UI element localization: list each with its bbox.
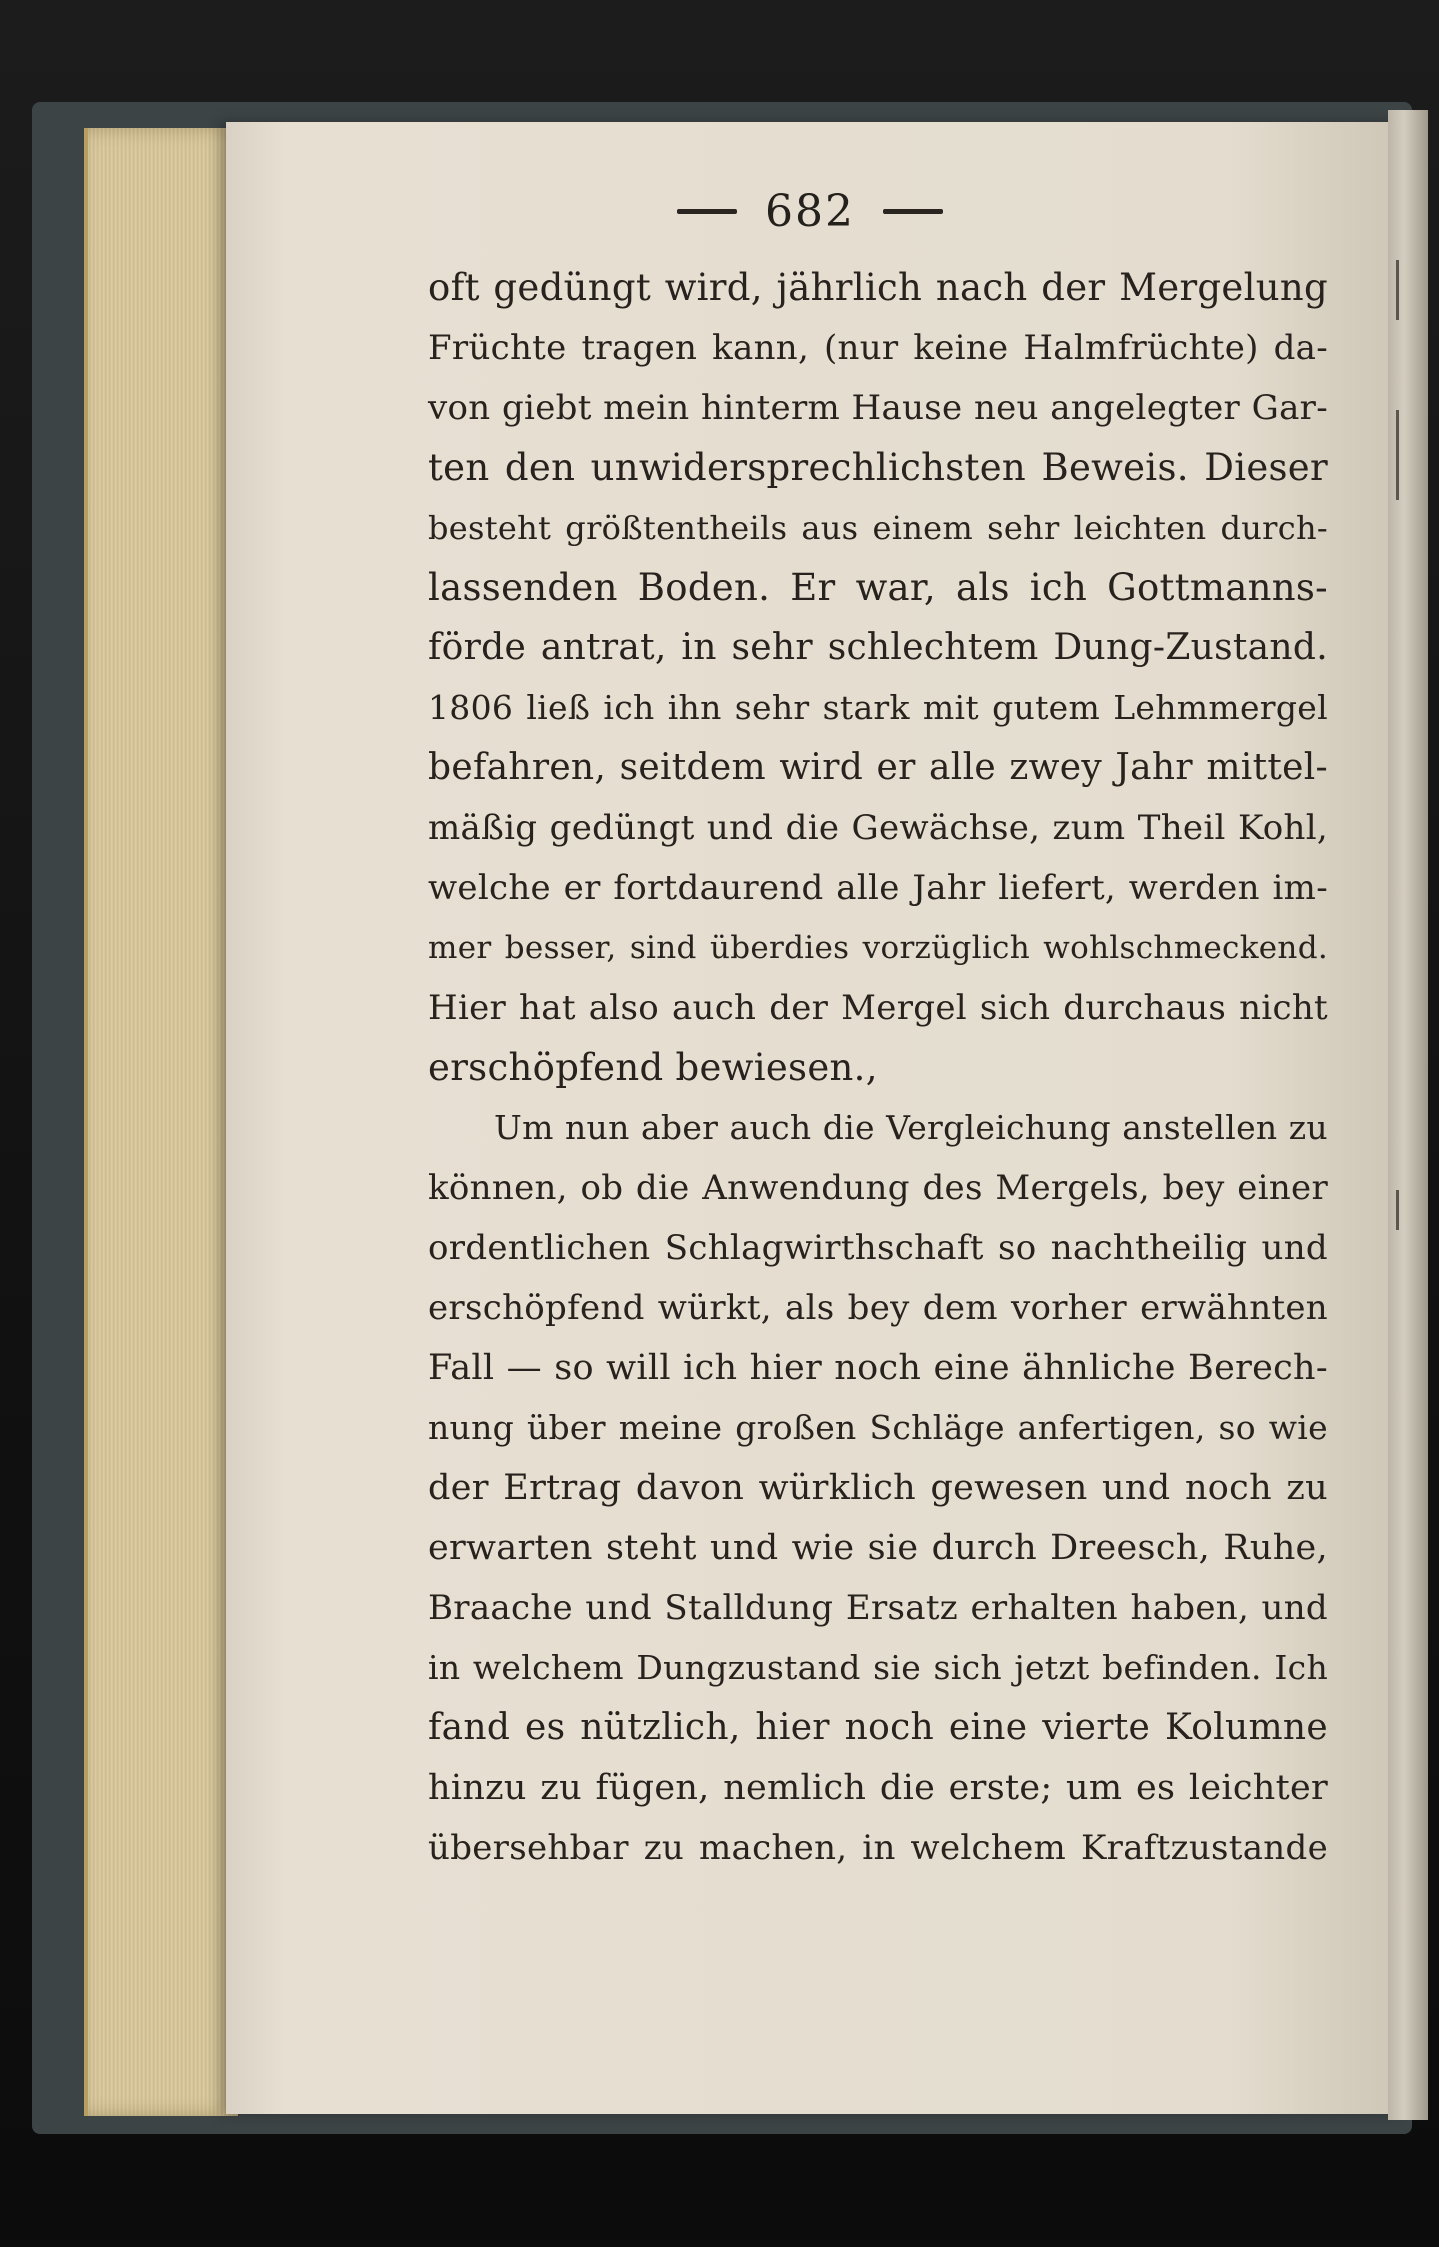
text-line: Braache und Stalldung Ersatz erhalten haben, und (428, 1588, 1328, 1628)
text-line: erschöpfend bewiesen., (428, 1046, 878, 1089)
text-line: übersehbar zu machen, in welchem Kraftzustande (428, 1828, 1328, 1868)
text-line: 1806 ließ ich ihn sehr stark mit gutem Lehmmergel (428, 688, 1328, 727)
text-line: mäßig gedüngt und die Gewächse, zum Theil Kohl, (428, 808, 1328, 848)
text-line: ordentlichen Schlagwirthschaft so nachtheilig und (428, 1228, 1328, 1268)
page-edges (84, 128, 238, 2116)
text-line: erschöpfend würkt, als bey dem vorher erwähnten (428, 1288, 1328, 1328)
next-page-edge (1388, 110, 1428, 2120)
text-line: mer besser, sind überdies vorzüglich wohlschmeckend. (428, 930, 1328, 966)
text-line: fand es nützlich, hier noch eine vierte Kolumne (428, 1707, 1328, 1748)
text-line: oft gedüngt wird, jährlich nach der Mergelung (428, 266, 1328, 309)
text-line: in welchem Dungzustand sie sich jetzt befinden. Ich (428, 1648, 1328, 1687)
edge-mark (1396, 410, 1399, 500)
text-line: nung über meine großen Schläge anfertigen, so wie (428, 1408, 1328, 1447)
text-line: von giebt mein hinterm Hause neu angelegter Gar- (428, 388, 1328, 428)
text-line: können, ob die Anwendung des Mergels, bey einer (428, 1168, 1328, 1208)
text-line: förde antrat, in sehr schlechtem Dung-Zustand. (428, 627, 1328, 668)
page-header (300, 176, 1320, 246)
text-line: Fall — so will ich hier noch eine ähnliche Berech- (428, 1348, 1328, 1388)
text-line: erwarten steht und wie sie durch Dreesch, Ruhe, (428, 1528, 1328, 1568)
header-dash-left (677, 209, 737, 214)
text-line: befahren, seitdem wird er alle zwey Jahr mittel- (428, 747, 1328, 788)
text-line: Früchte tragen kann, (nur keine Halmfrüchte) da- (428, 328, 1328, 368)
text-line: welche er fortdaurend alle Jahr liefert, werden im- (428, 868, 1328, 908)
text-line: hinzu zu fügen, nemlich die erste; um es leichter (428, 1768, 1328, 1808)
body-text (428, 258, 1328, 1878)
text-line: Um nun aber auch die Vergleichung anstellen zu (494, 1108, 1328, 1147)
page-number: 682 (765, 185, 855, 237)
header-dash-right (883, 209, 943, 214)
text-line: lassenden Boden. Er war, als ich Gottmanns- (428, 566, 1328, 609)
edge-mark (1396, 1190, 1399, 1230)
text-line: besteht größtentheils aus einem sehr leichten durch- (428, 509, 1328, 547)
edge-mark (1396, 260, 1399, 320)
text-line: der Ertrag davon würklich gewesen und noch zu (428, 1468, 1328, 1508)
text-line: ten den unwidersprechlichsten Beweis. Dieser (428, 446, 1328, 489)
text-line: Hier hat also auch der Mergel sich durchaus nicht (428, 988, 1328, 1028)
